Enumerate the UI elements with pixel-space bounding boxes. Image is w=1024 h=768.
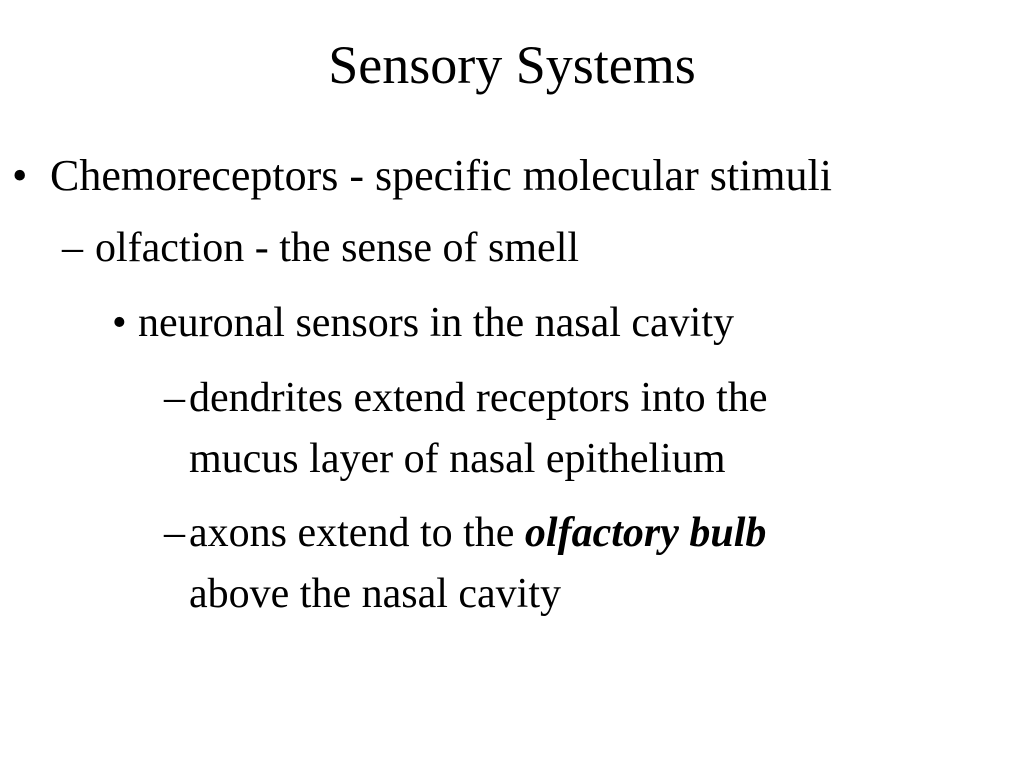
bullet-axons-line-1: [189, 504, 766, 562]
bullet-dendrites-line-2: mucus layer of nasal epithelium: [189, 436, 726, 482]
bullet-marker-level-4-axons: –: [164, 510, 185, 556]
bullet-axons-prefix: axons extend to the: [189, 510, 525, 556]
bullet-dendrites-line-1: dendrites extend receptors into the: [189, 375, 768, 421]
bullet-marker-level-4-dendrites: –: [164, 375, 185, 421]
bullet-neuronal-sensors: neuronal sensors in the nasal cavity: [138, 300, 734, 346]
bullet-chemoreceptors: Chemoreceptors - specific molecular stimuli: [50, 151, 832, 200]
bullet-marker-level-1: •: [12, 151, 28, 200]
bullet-axons-line-2: above the nasal cavity: [189, 571, 562, 617]
slide-title: Sensory Systems: [328, 35, 696, 95]
bullet-marker-level-3: •: [112, 300, 127, 346]
olfactory-bulb-emphasis: olfactory bulb: [524, 510, 767, 556]
bullet-marker-level-2: –: [62, 225, 83, 271]
bullet-olfaction: olfaction - the sense of smell: [95, 225, 580, 271]
